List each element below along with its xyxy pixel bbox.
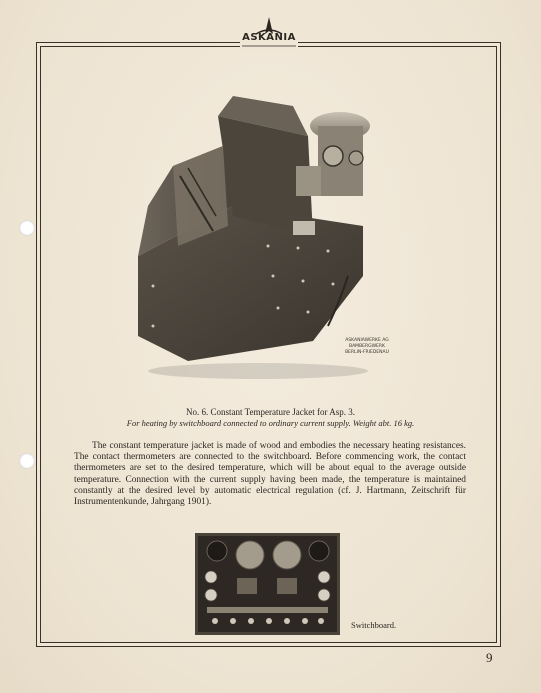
switchboard-caption: Switchboard. — [351, 620, 397, 630]
logo-text: ASKANIA — [242, 32, 296, 43]
figure-caption-subtitle: For heating by switchboard connected to ordinary current supply. Weight abt. 16 kg. — [126, 418, 415, 428]
manufacturer-plate — [337, 338, 397, 356]
figure-caption-title: No. 6. Constant Temperature Jacket for Asp. 3. — [186, 407, 355, 417]
binder-hole-top — [19, 220, 35, 236]
body-paragraph: The constant temperature jacket is made of wood and embodies the necessary heating resistances. The contact thermometers are connected to the switchboard. Before commencing work, the contact thermometers are set to the desired temperature, which will be about equal to the average outside temperature. Connection with the current supply having been made, the temperature is maintained constantly at the desired level by automatic electrical regulation (cf. J. Hartmann, Zeitschrift für Instrumentenkunde, Jahrgang 1901). — [74, 441, 466, 508]
switchboard-photo — [195, 533, 340, 635]
plate-line: BERLIN-FRIEDENAU — [345, 350, 389, 355]
binder-hole-bottom — [19, 453, 35, 469]
plate-line: ASKANIAWERKE AG — [345, 338, 389, 343]
plate-line: BAMBERGWERK — [349, 344, 385, 349]
page-number: 9 — [486, 650, 493, 665]
